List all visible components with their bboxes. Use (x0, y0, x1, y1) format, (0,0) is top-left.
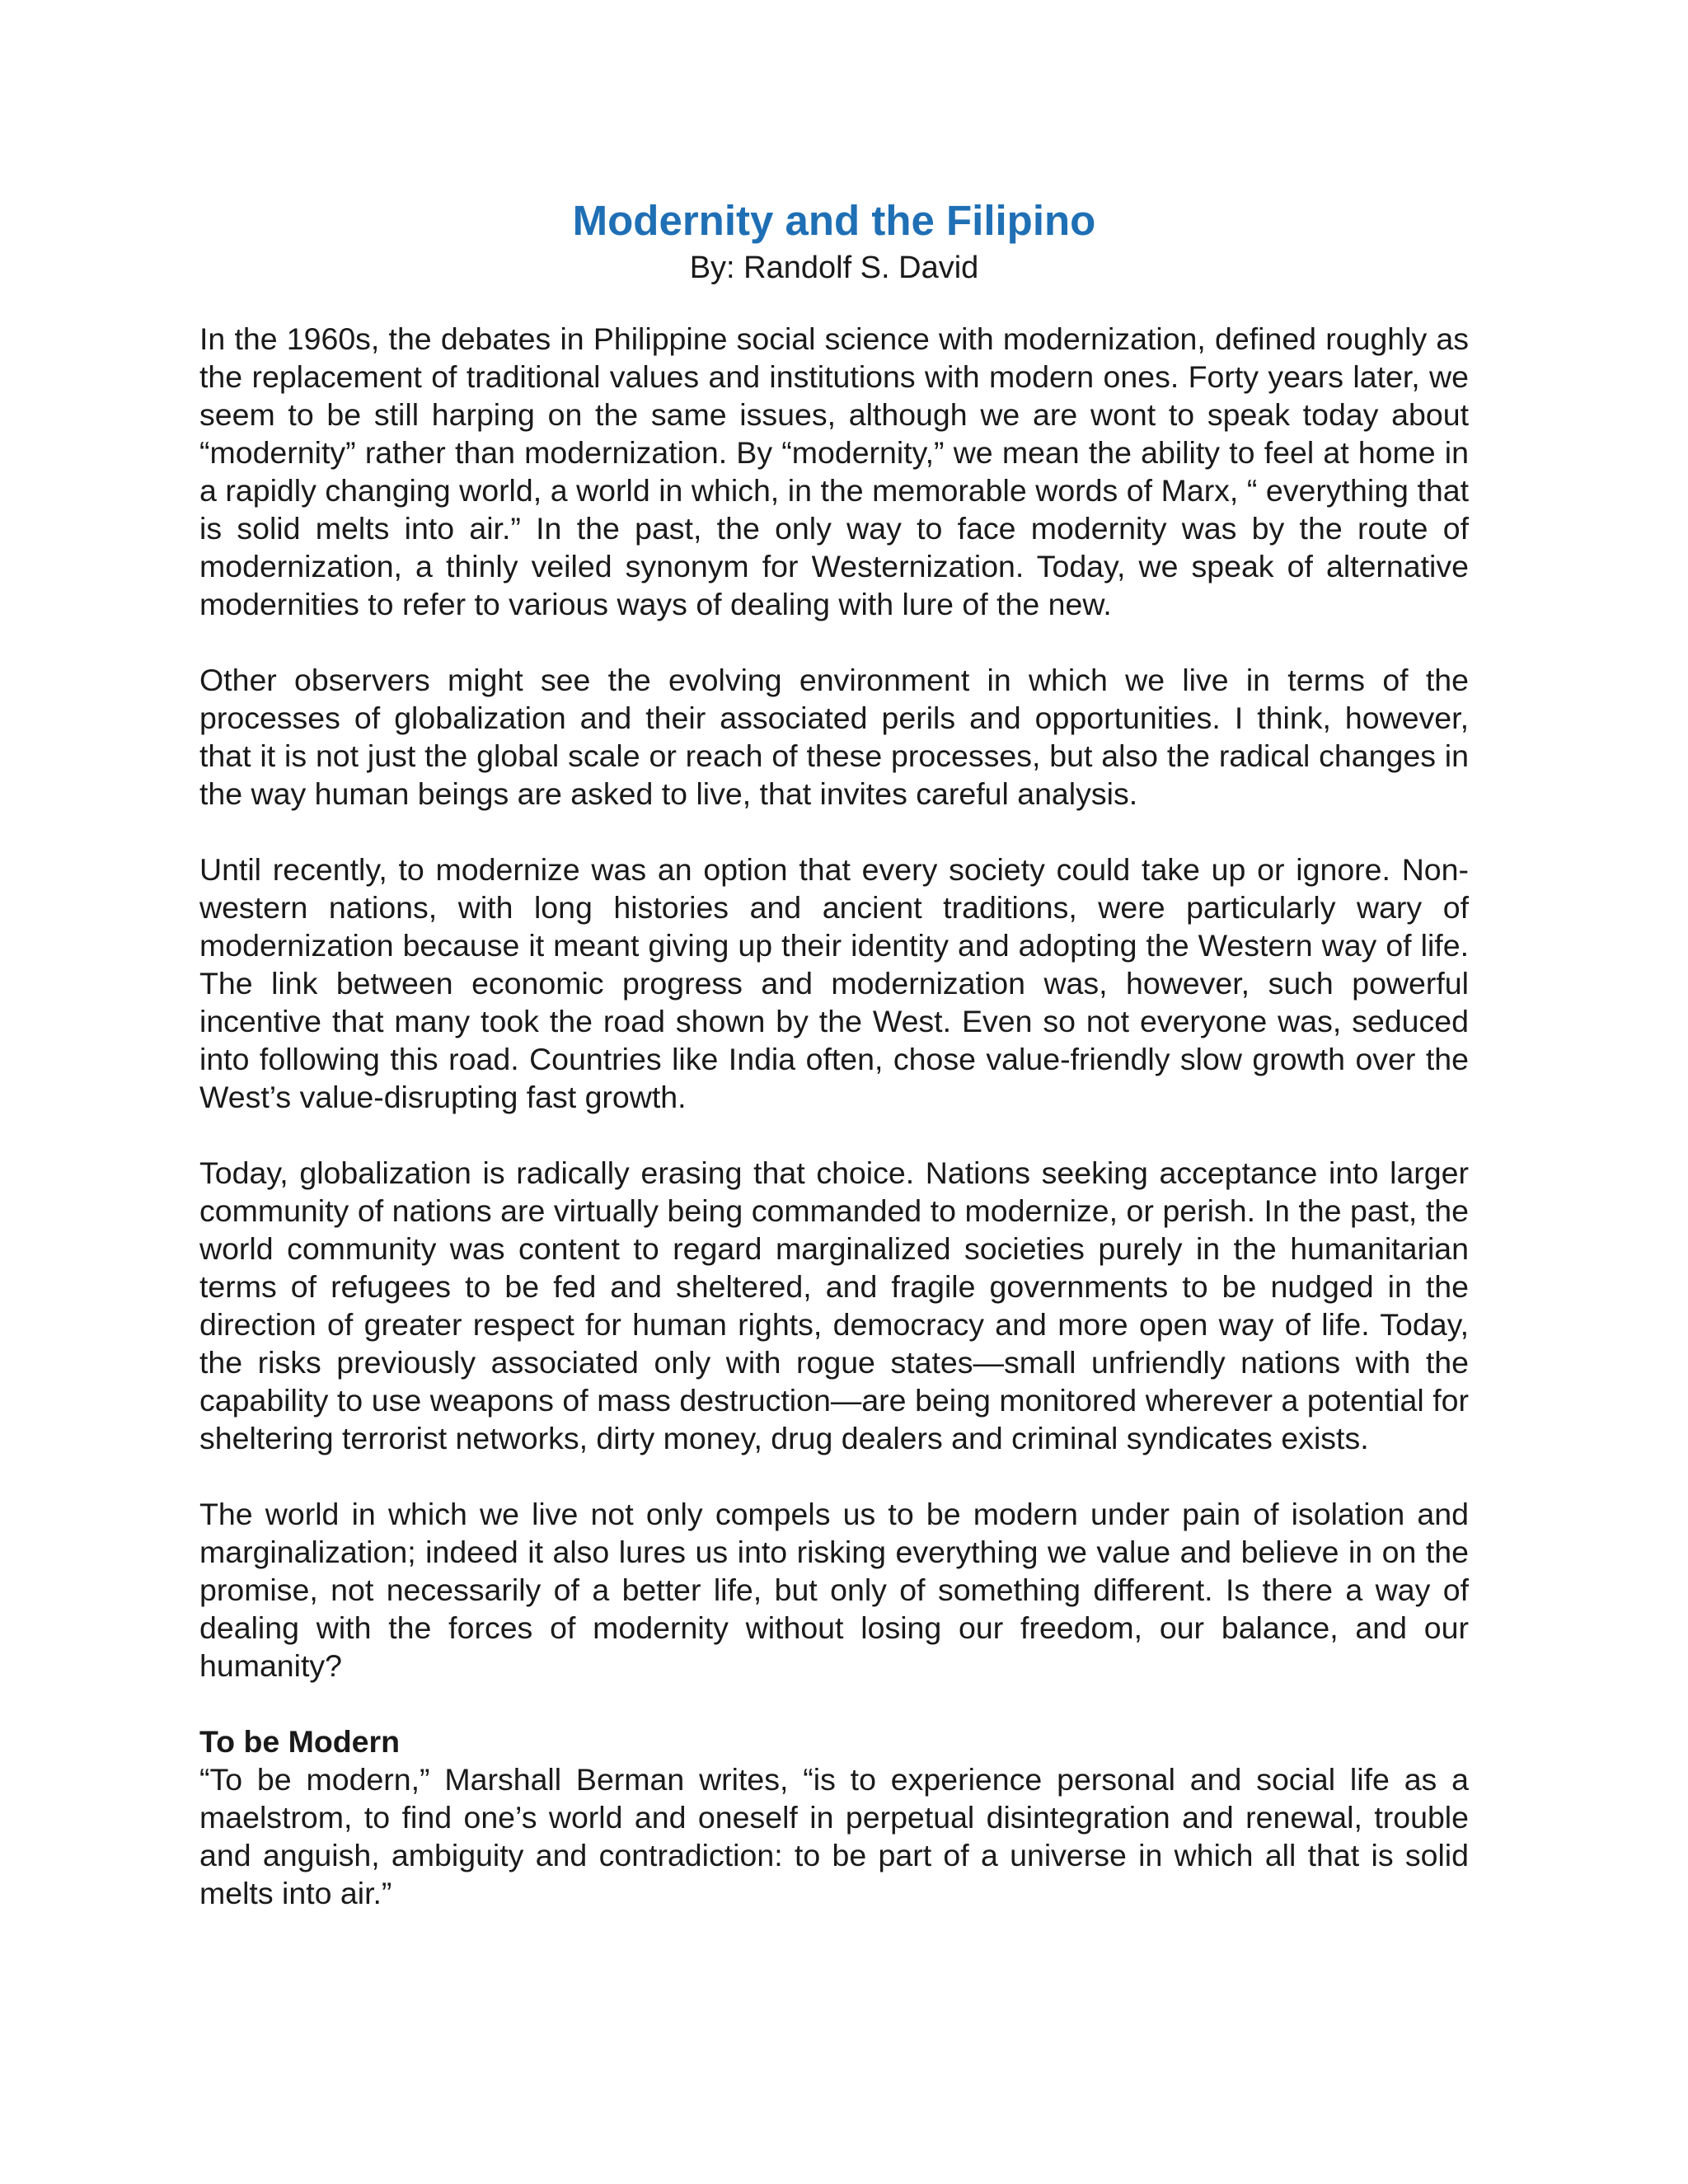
paragraph-5: The world in which we live not only compels us to be modern under pain of isolation and marginalization; indeed it also lures us into risking everything we value and believe in on the promise, not necessarily of a better life, but only of something different. Is there a way of dealing with the forces of modernity without losing our freedom, our balance, and our humanity? (199, 1497, 1469, 1683)
author-byline: By: Randolf S. David (689, 251, 979, 285)
paragraph-1: In the 1960s, the debates in Philippine social science with modernization, defined roughly as the replacement of traditional values and institutions with modern ones. Forty years later, we seem to be still harping on the same issues, although we are wont to speak today about “modernity” rather than modernization. By “modernity,” we mean the ability to feel at home in a rapidly changing world, a world in which, in the memorable words of Marx, “ everything that is solid melts into air.” In the past, the only way to face modernity was by the route of modernization, a thinly veiled synonym for Westernization. Today, we speak of alternative modernities to refer to various ways of dealing with lure of the new. (199, 321, 1469, 621)
document-body (199, 194, 1469, 1950)
section-paragraph: “To be modern,” Marshall Berman writes, “is to experience personal and social life as a maelstrom, to find one’s world and oneself in perpetual disintegration and renewal, trouble and anguish, ambiguity and contradiction: to be part of a universe in which all that is solid melts into air.” (199, 1762, 1469, 1910)
paragraph-3: Until recently, to modernize was an option that every society could take up or ignore. Non-western nations, with long histories and ancient traditions, were particularly wary of modernization because it meant giving up their identity and adopting the Western way of life. The link between economic progress and modernization was, however, such powerful incentive that many took the road shown by the West. Even so not everyone was, seduced into following this road. Countries like India often, chose value-friendly slow growth over the West’s value-disrupting fast growth. (199, 852, 1469, 1114)
paragraph-4: Today, globalization is radically erasing that choice. Nations seeking acceptance into larger community of nations are virtually being commanded to modernize, or perish. In the past, the world community was content to regard marginalized societies purely in the humanitarian terms of refugees to be fed and sheltered, and fragile governments to be nudged in the direction of greater respect for human rights, democracy and more open way of life. Today, the risks previously associated only with rogue states—small unfriendly nations with the capability to use weapons of mass destruction—are being monitored wherever a potential for sheltering terrorist networks, dirty money, drug dealers and criminal syndicates exists. (199, 1155, 1469, 1455)
paragraph-2: Other observers might see the evolving environment in which we live in terms of the processes of globalization and their associated perils and opportunities. I think, however, that it is not just the global scale or reach of these processes, but also the radical changes in the way human beings are asked to live, that invites careful analysis. (199, 663, 1469, 811)
page-title: Modernity and the Filipino (572, 197, 1096, 244)
section-heading: To be Modern (199, 1724, 401, 1759)
